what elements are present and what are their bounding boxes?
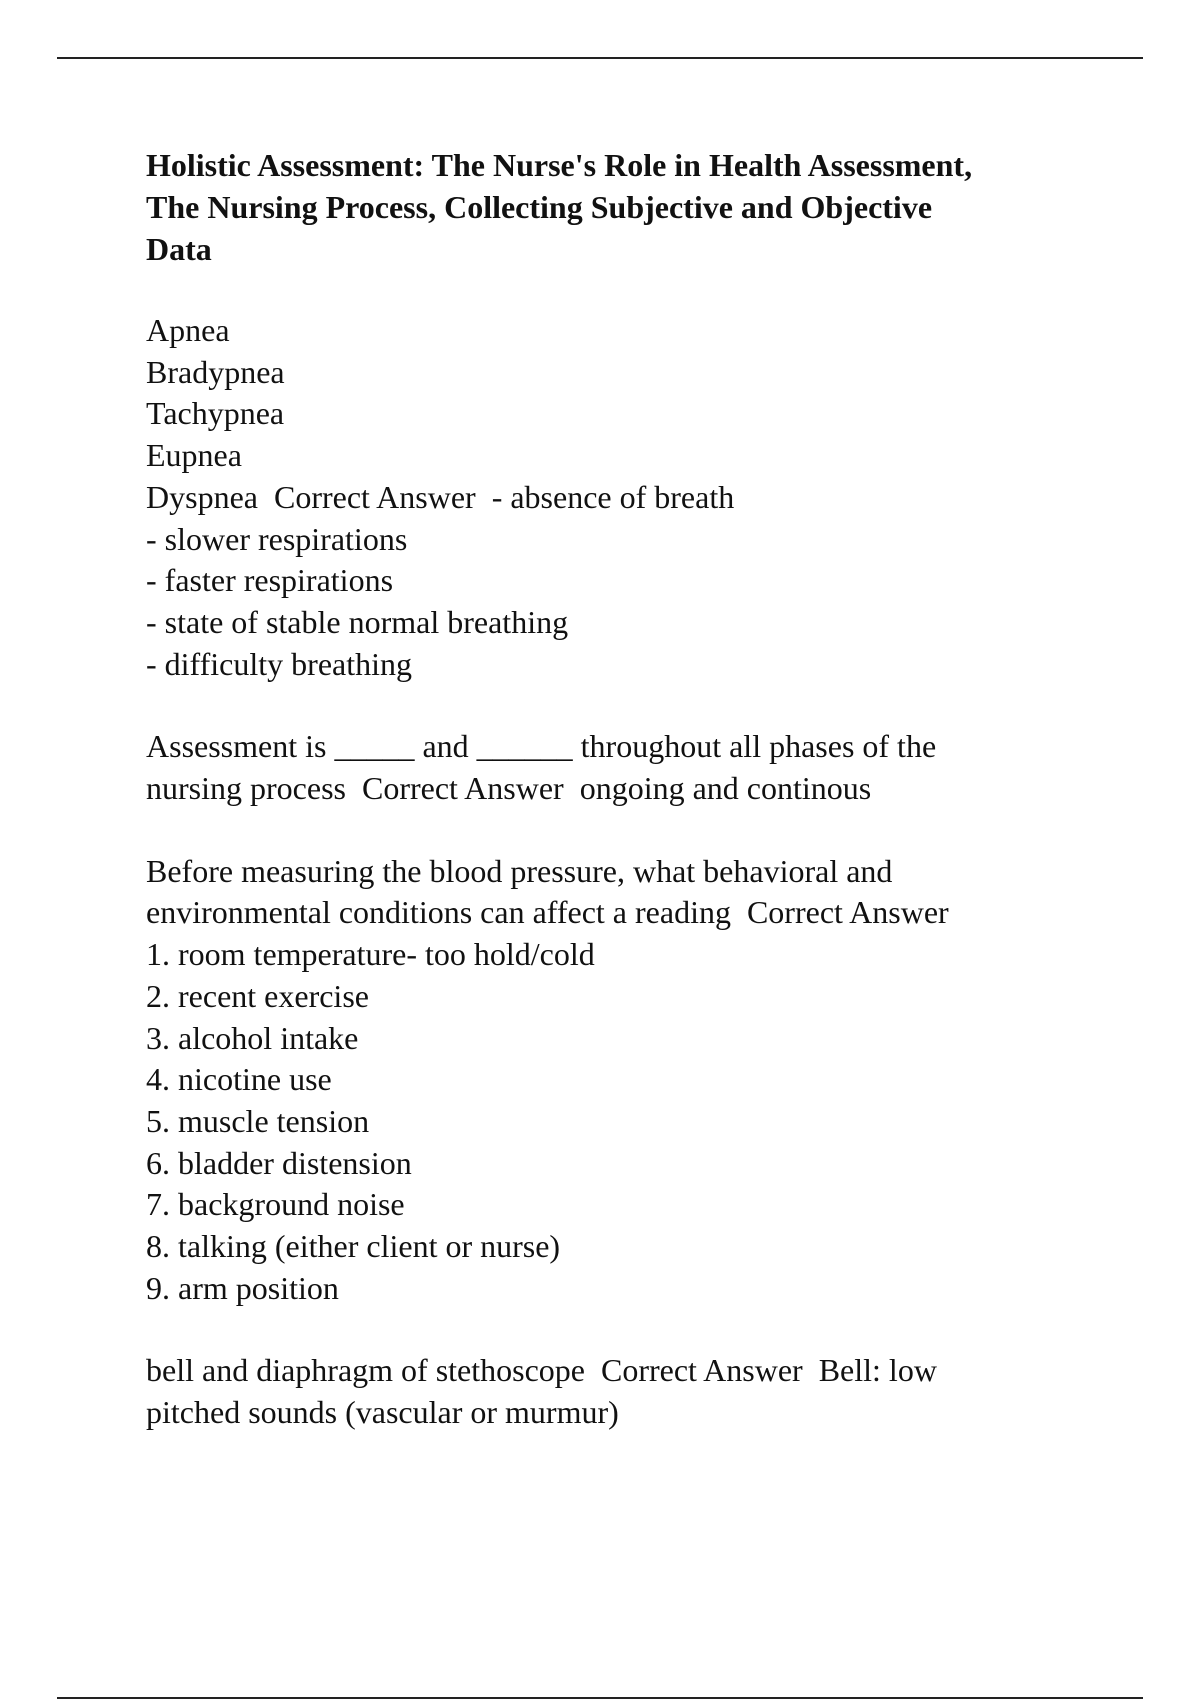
text-line: Dyspnea Correct Answer - absence of breath <box>146 478 735 515</box>
list-item: 2. recent exercise <box>146 977 369 1014</box>
bottom-rule <box>57 1697 1143 1699</box>
text-line: pitched sounds (vascular or murmur) <box>146 1394 619 1431</box>
document-title <box>146 144 1086 270</box>
text-line: Bradypnea <box>146 353 285 390</box>
text-line: - state of stable normal breathing <box>146 603 569 640</box>
text-line: - difficulty breathing <box>146 645 412 682</box>
list-item: 5. muscle tension <box>146 1102 370 1139</box>
list-item: 6. bladder distension <box>146 1144 412 1181</box>
paragraph-gap <box>146 810 1086 851</box>
text-line: nursing process Correct Answer ongoing and continous <box>146 770 872 807</box>
list-item: 7. background noise <box>146 1186 405 1223</box>
text-line: Assessment is _____ and ______ throughout all phases of the <box>146 728 937 765</box>
paragraph-gap <box>146 685 1086 726</box>
text-line: bell and diaphragm of stethoscope Correct Answer Bell: low <box>146 1352 937 1389</box>
top-rule <box>57 57 1143 59</box>
text-line: Apnea <box>146 312 230 348</box>
text-line: environmental conditions can affect a reading Correct Answer <box>146 894 949 931</box>
title-line: Data <box>146 231 212 267</box>
list-item: 1. room temperature- too hold/cold <box>146 936 595 973</box>
title-line: The Nursing Process, Collecting Subjective and Objective <box>146 189 933 225</box>
list-item: 3. alcohol intake <box>146 1019 359 1056</box>
paragraph-gap <box>146 1309 1086 1350</box>
title-line: Holistic Assessment: The Nurse's Role in Health Assessment, <box>146 147 973 183</box>
text-line: Eupnea <box>146 437 242 474</box>
question-blood-pressure-conditions <box>146 851 1086 1310</box>
question-assessment-ongoing <box>146 726 1086 809</box>
list-item: 4. nicotine use <box>146 1061 332 1098</box>
document-body <box>146 144 1086 1434</box>
list-item: 8. talking (either client or nurse) <box>146 1228 561 1265</box>
text-line: Tachypnea <box>146 395 285 432</box>
text-line: - faster respirations <box>146 562 394 599</box>
text-line: Before measuring the blood pressure, what behavioral and <box>146 852 893 889</box>
list-item: 9. arm position <box>146 1269 339 1306</box>
question-respiration-terms <box>146 310 1086 685</box>
question-stethoscope <box>146 1350 1086 1433</box>
text-line: - slower respirations <box>146 520 408 557</box>
